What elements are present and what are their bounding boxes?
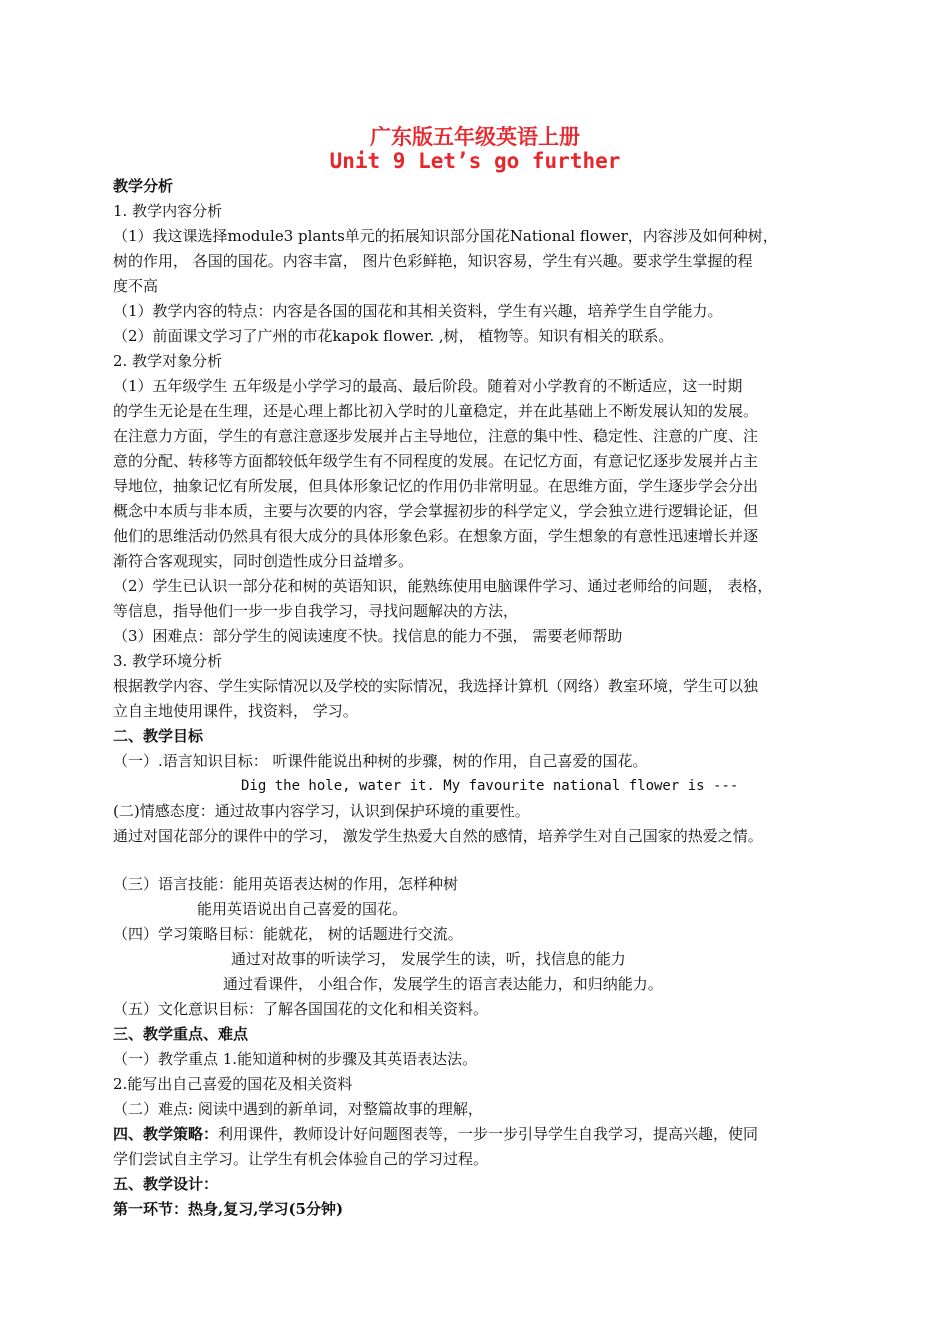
paragraph-line: （1）教学内容的特点：内容是各国的国花和其相关资料，学生有兴趣，培养学生自学能力。 <box>113 302 723 320</box>
heading-key-points: 三、教学重点、难点 <box>113 1025 249 1043</box>
paragraph-line: 学们尝试自主学习。让学生有机会体验自己的学习过程。 <box>113 1150 489 1168</box>
paragraph-line: （四）学习策略目标：能就花， 树的话题进行交流。 <box>113 925 463 943</box>
heading-first-stage: 第一环节：热身,复习,学习(5分钟) <box>113 1200 344 1218</box>
heading-teaching-analysis: 教学分析 <box>113 177 174 195</box>
paragraph-line: （1）我这课选择module3 plants单元的拓展知识部分国花National flower，内容涉及如何种树， <box>113 227 778 245</box>
subheading-content-analysis: 1. 教学内容分析 <box>113 202 223 220</box>
document-subtitle: Unit 9 Let’s go further <box>329 149 621 173</box>
paragraph-line: 树的作用， 各国的国花。内容丰富， 图片色彩鲜艳，知识容易，学生有兴趣。要求学生掌握的程 <box>113 252 753 270</box>
paragraph-line: （3）困难点：部分学生的阅读速度不快。找信息的能力不强， 需要老师帮助 <box>113 627 623 645</box>
paragraph-line: 概念中本质与非本质，主要与次要的内容，学会掌握初步的科学定义，学会独立进行逻辑论证，但 <box>113 502 759 520</box>
paragraph-line: （一）.语言知识目标： 听课件能说出种树的步骤，树的作用，自己喜爱的国花。 <box>113 752 648 770</box>
heading-teaching-goals: 二、教学目标 <box>113 727 204 745</box>
paragraph-line: 通过看课件， 小组合作，发展学生的语言表达能力，和归纳能力。 <box>223 975 663 993</box>
paragraph-line: 根据教学内容、学生实际情况以及学校的实际情况，我选择计算机（网络）教室环境，学生可以独 <box>113 677 759 695</box>
document-title: 广东版五年级英语上册 <box>370 124 580 149</box>
paragraph-line: （一）教学重点 1.能知道种树的步骤及其英语表达法。 <box>113 1050 478 1068</box>
paragraph-line: （2）学生已认识一部分花和树的英语知识，能熟练使用电脑课件学习、通过老师给的问题， 表格， <box>113 577 773 595</box>
paragraph-line: (二)情感态度：通过故事内容学习，认识到保护环境的重要性。 <box>113 802 530 820</box>
paragraph-line: （五）文化意识目标：了解各国国花的文化和相关资料。 <box>113 1000 489 1018</box>
paragraph-line: （2）前面课文学习了广州的市花kapok flower. ,树， 植物等。知识有相关的联系。 <box>113 327 674 345</box>
paragraph-line: 意的分配、转移等方面都较低年级学生有不同程度的发展。在记忆方面，有意记忆逐步发展并占主 <box>113 452 759 470</box>
paragraph-line: 他们的思维活动仍然具有很大成分的具体形象色彩。在想象方面，学生想象的有意性迅速增长并逐 <box>113 527 759 545</box>
paragraph-line <box>113 1124 853 1144</box>
english-example-sentence: Dig the hole, water it. My favourite national flower is --- <box>241 778 739 794</box>
paragraph-line: 立自主地使用课件，找资料， 学习。 <box>113 702 358 720</box>
paragraph-line: 等信息，指导他们一步一步自我学习，寻找问题解决的方法， <box>113 602 519 620</box>
paragraph-line: 度不高 <box>113 277 159 295</box>
subheading-environment-analysis: 3. 教学环境分析 <box>113 652 223 670</box>
paragraph-line: 能用英语说出自己喜爱的国花。 <box>197 900 408 918</box>
paragraph-line: 通过对故事的听读学习， 发展学生的读，听，找信息的能力 <box>231 950 626 968</box>
paragraph-line: （二）难点: 阅读中遇到的新单词，对整篇故事的理解， <box>113 1100 483 1118</box>
paragraph-line: （1）五年级学生 五年级是小学学习的最高、最后阶段。随着对小学教育的不断适应，这一时期 <box>113 377 743 395</box>
paragraph-line: 导地位，抽象记忆有所发展，但具体形象记忆的作用仍非常明显。在思维方面，学生逐步学会分出 <box>113 477 759 495</box>
heading-teaching-design: 五、教学设计： <box>113 1175 219 1193</box>
subheading-learner-analysis: 2. 教学对象分析 <box>113 352 223 370</box>
strategy-text: 利用课件，教师设计好问题图表等，一步一步引导学生自我学习，提高兴趣，使同 <box>218 1125 759 1143</box>
paragraph-line: 在注意力方面，学生的有意注意逐步发展并占主导地位，注意的集中性、稳定性、注意的广度、注 <box>113 427 759 445</box>
paragraph-line: 的学生无论是在生理，还是心理上都比初入学时的儿童稳定，并在此基础上不断发展认知的发展。 <box>113 402 759 420</box>
paragraph-line: 2.能写出自己喜爱的国花及相关资料 <box>113 1075 353 1093</box>
heading-teaching-strategy: 四、教学策略： <box>113 1125 219 1143</box>
paragraph-line: （三）语言技能：能用英语表达树的作用，怎样种树 <box>113 875 459 893</box>
paragraph-line: 通过对国花部分的课件中的学习， 激发学生热爱大自然的感情，培养学生对自己国家的热爱之情。 <box>113 827 763 845</box>
paragraph-line: 渐符合客观现实，同时创造性成分日益增多。 <box>113 552 414 570</box>
